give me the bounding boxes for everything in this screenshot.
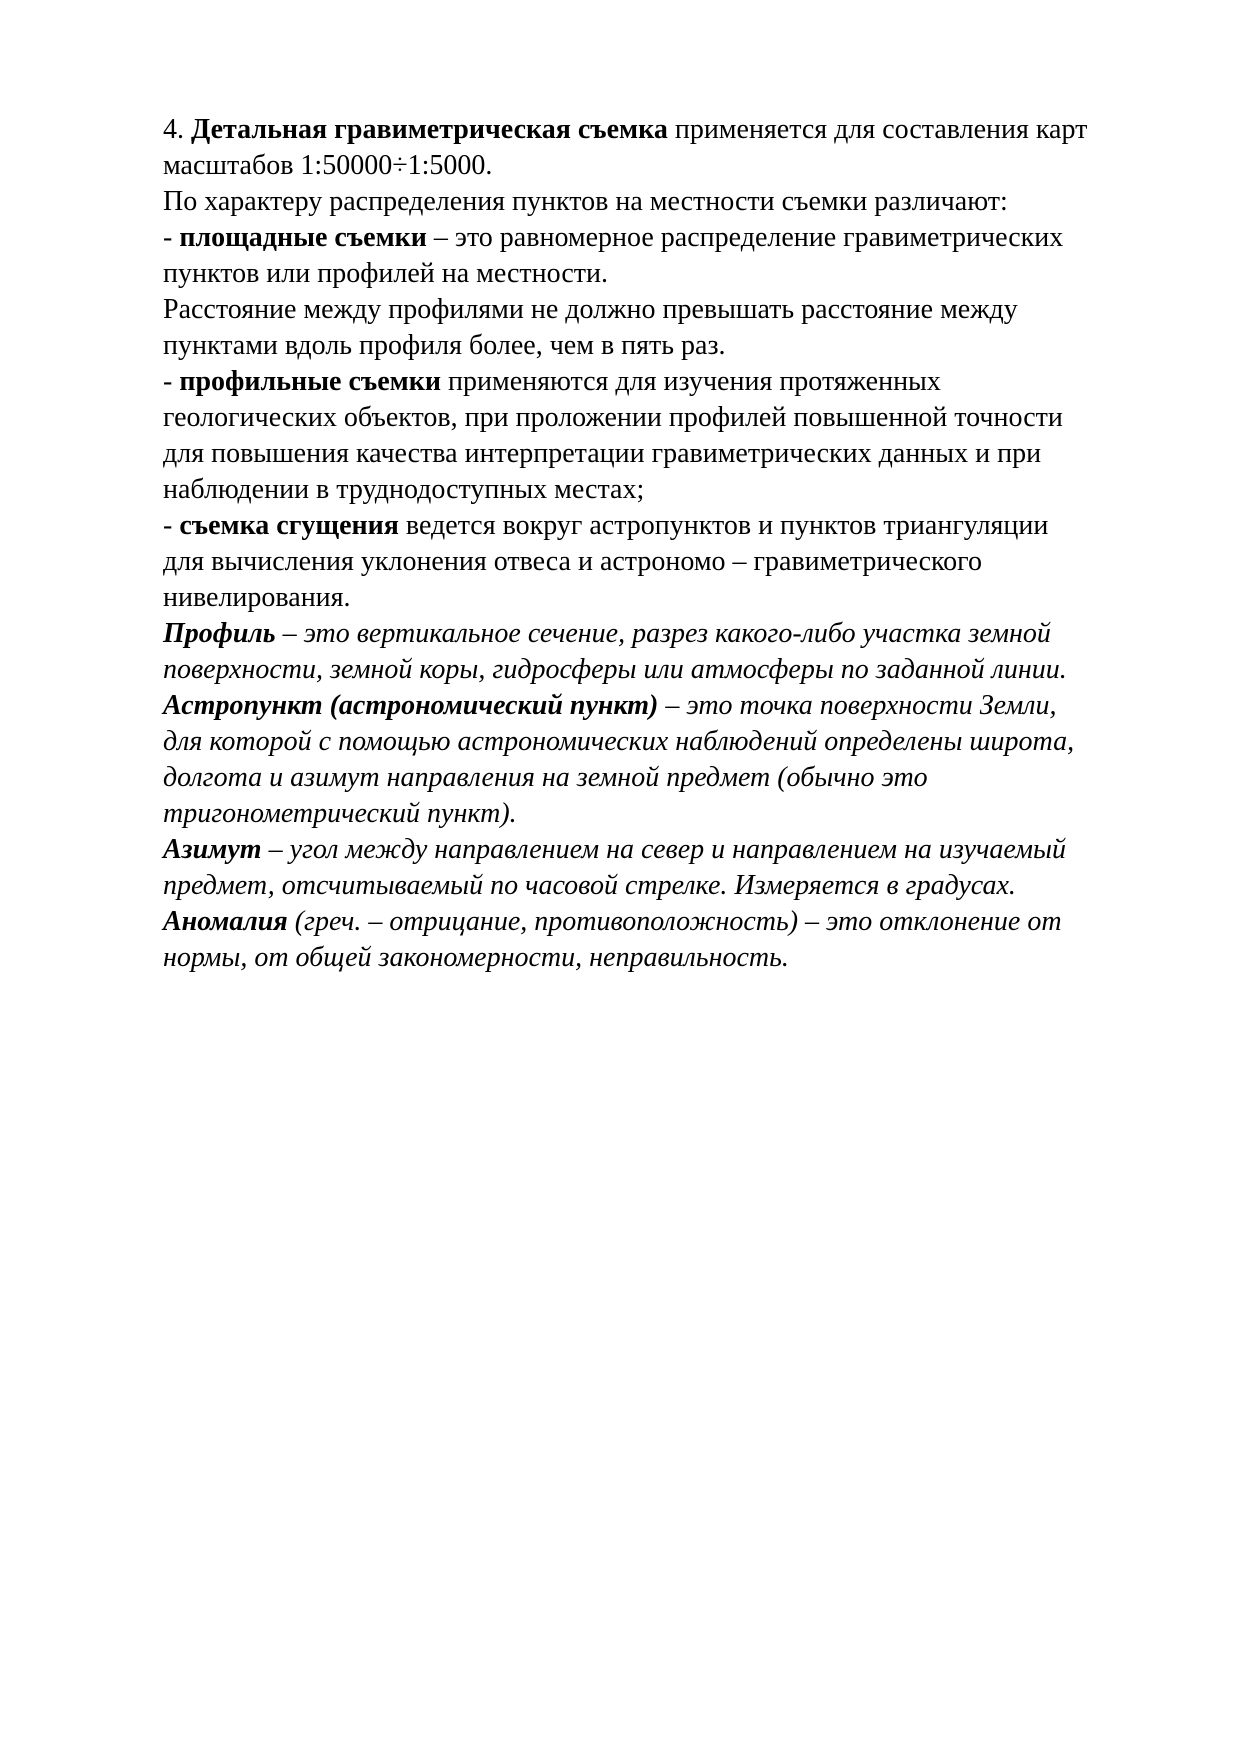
paragraph-distribution-intro [163,184,1095,220]
definition-profile [163,616,1095,688]
text-run: ведется вокруг астропунктов и пунктов триангуляции для вычисления уклонения отвеса и астрономо – гравиметрического нивелирования. [163,510,1056,613]
text-run: – это равномерное распределение гравиметрических пунктов или профилей на местности. [163,222,1071,289]
defined-term: Профиль [163,618,276,649]
paragraph-detailed-survey [163,112,1095,184]
paragraph-areal-surveys [163,220,1095,292]
text-run: – угол между направлением на север и направлением на изучаемый предмет, отсчитываемый по часовой стрелке. Измеряется в градусах. [163,834,1073,901]
defined-term: Астропункт (астрономический пункт) [163,690,659,721]
text-run: Детальная гравиметрическая съемка [191,114,668,145]
text-run: (греч. – отрицание, противоположность) – это отклонение от нормы, от общей закономерности, неправильность. [163,906,1069,973]
text-run: площадные съемки [179,222,427,253]
text-run: - [163,510,180,541]
defined-term: Азимут [163,834,262,865]
paragraph-densification-survey [163,508,1095,616]
text-run: профильные съемки [179,366,441,397]
text-run: съемка сгущения [179,510,399,541]
text-run: - [163,222,180,253]
paragraph-profile-distance [163,292,1095,364]
text-run: - [163,366,180,397]
definition-azimuth [163,832,1095,904]
definition-astropoint [163,688,1095,832]
text-run: Расстояние между профилями не должно превышать расстояние между пунктами вдоль профиля более, чем в пять раз. [163,294,1025,361]
document-body [163,112,1095,976]
definition-anomaly [163,904,1095,976]
text-run: – это вертикальное сечение, разрез какого-либо участка земной поверхности, земной коры, гидросферы или атмосферы по заданной линии. [163,618,1067,685]
text-run: По характеру распределения пунктов на местности съемки различают: [163,186,1008,217]
text-run: применяется для составления карт масштабов 1:50000÷1:5000. [163,114,1095,181]
text-run: 4. [163,114,191,145]
text-run: – это точка поверхности Земли, для которой с помощью астрономических наблюдений определены широта, долгота и азимут направления на земной предмет (обычно это тригонометрический пункт). [163,690,1082,829]
defined-term: Аномалия [163,906,288,937]
paragraph-profile-surveys [163,364,1095,508]
text-run: применяются для изучения протяженных геологических объектов, при проложении профилей повышенной точности для повышения качества интерпретации гравиметрических данных и при наблюдении в труднодоступных местах; [163,366,1070,505]
